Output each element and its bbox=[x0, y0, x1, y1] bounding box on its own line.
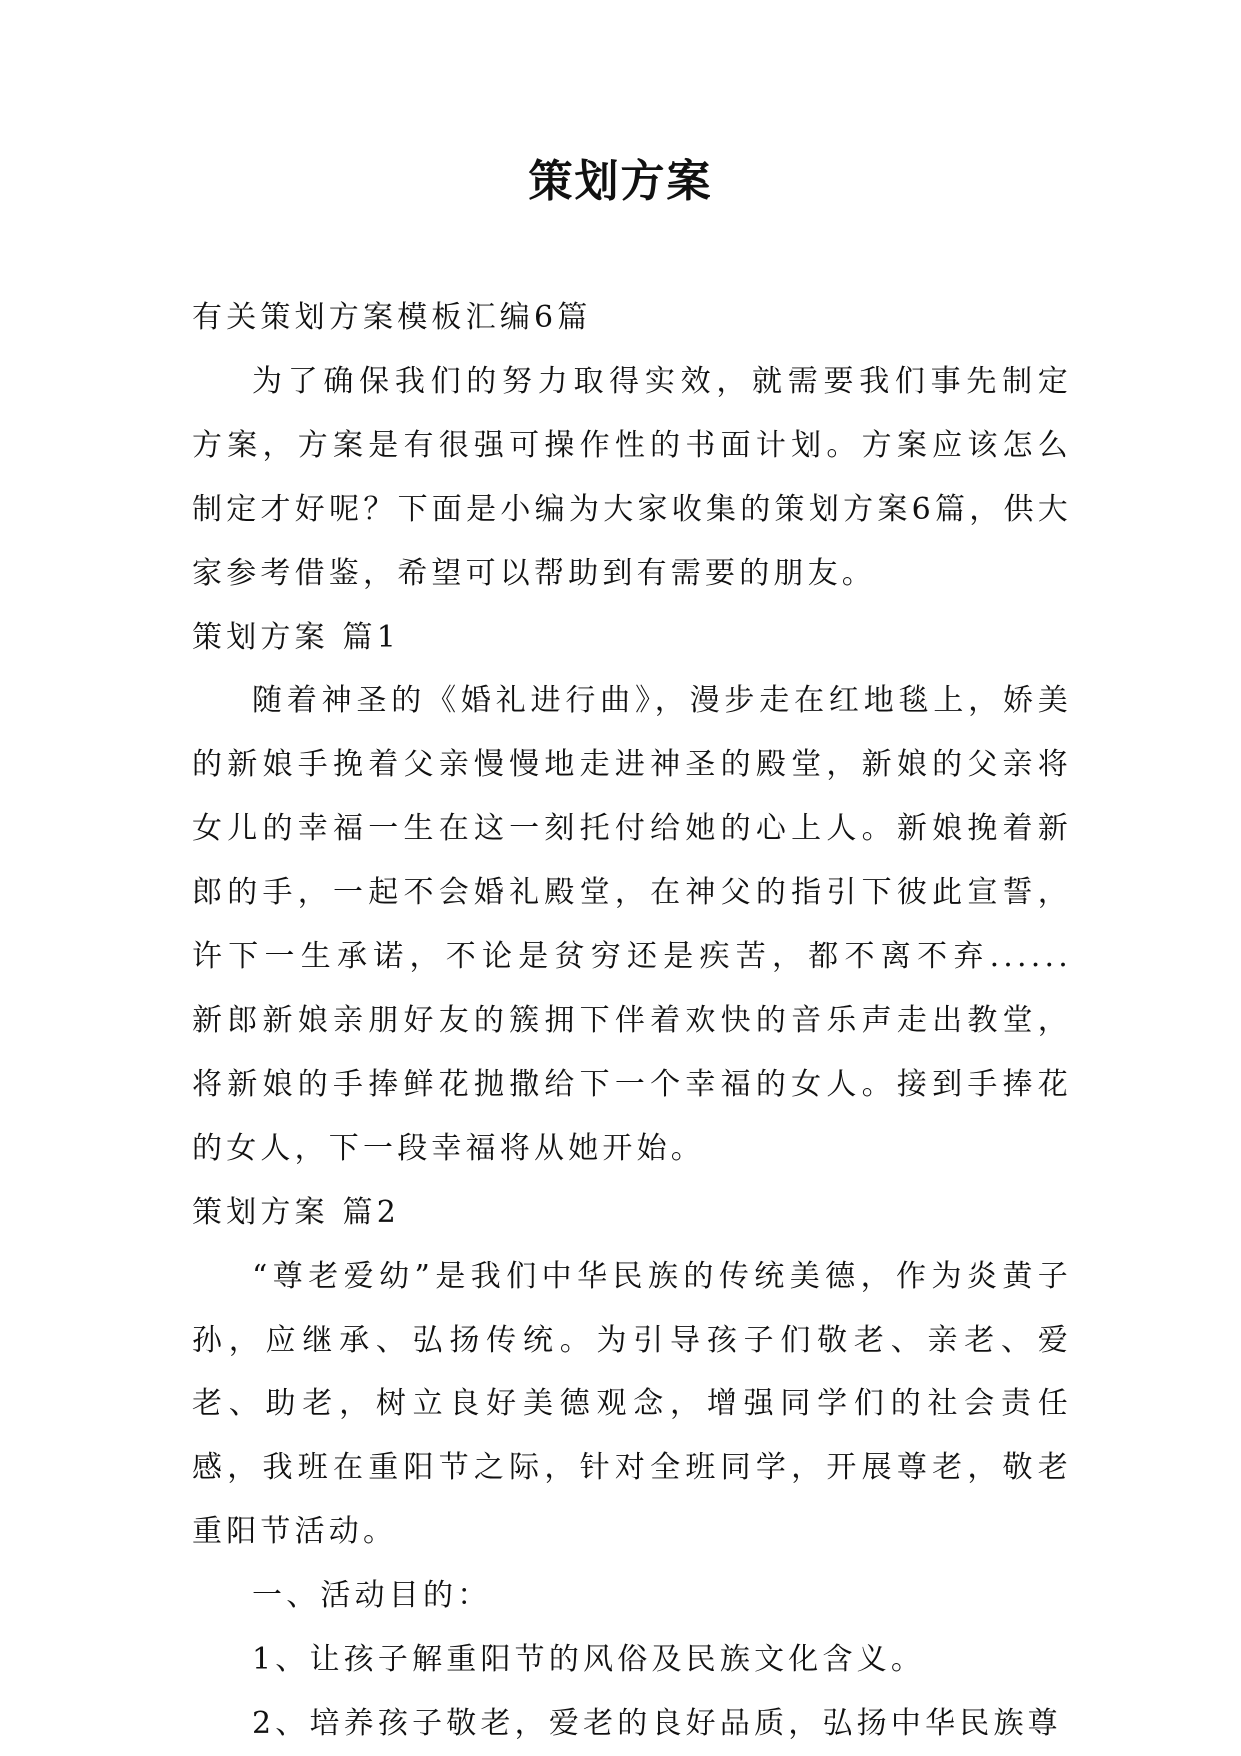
section-heading-1: 策划方案 篇1 bbox=[192, 619, 401, 655]
section-heading-2: 策划方案 篇2 bbox=[192, 1194, 401, 1230]
document-title: 策划方案 bbox=[528, 156, 713, 207]
purpose-item-2: 2、培养孩子敬老，爱老的良好品质，弘扬中华民族尊 bbox=[252, 1705, 1062, 1741]
intro-heading: 有关策划方案模板汇编6篇 bbox=[192, 300, 592, 335]
section-1-paragraph: 随着神圣的《婚礼进行曲》，漫步走在红地毯上，娇美的新娘手挽着父亲慢慢地走进神圣的殿堂，新娘的父亲将女儿的幸福一生在这一刻托付给她的心上人。新娘挽着新郎的手，一起不会婚礼殿堂，在神父的指引下彼此宣誓，许下一生承诺，不论是贫穷还是疾苦，都不离不弃...... 新郎新娘亲朋好友的簇拥下伴着欢快的音乐声走出教堂，将新娘的手捧鲜花抛撒给下一个幸福的女人。接到手捧花的女人，下一段幸福将从她开始。 bbox=[192, 683, 1072, 1166]
purpose-item-1: 1、让孩子解重阳节的风俗及民族文化含义。 bbox=[252, 1642, 926, 1678]
document-body bbox=[192, 286, 1072, 1756]
intro-paragraph: 为了确保我们的努力取得实效，就需要我们事先制定方案，方案是有很强可操作性的书面计划。方案应该怎么制定才好呢？下面是小编为大家收集的策划方案6篇，供大家参考借鉴，希望可以帮助到有需要的朋友。 bbox=[192, 363, 1072, 591]
activity-purpose-heading: 一、活动目的： bbox=[252, 1578, 492, 1614]
section-2-paragraph: “尊老爱幼”是我们中华民族的传统美德，作为炎黄子孙，应继承、弘扬传统。为引导孩子们敬老、亲老、爱老、助老，树立良好美德观念，增强同学们的社会责任感，我班在重阳节之际，针对全班同学，开展尊老，敬老重阳节活动。 bbox=[192, 1258, 1072, 1550]
